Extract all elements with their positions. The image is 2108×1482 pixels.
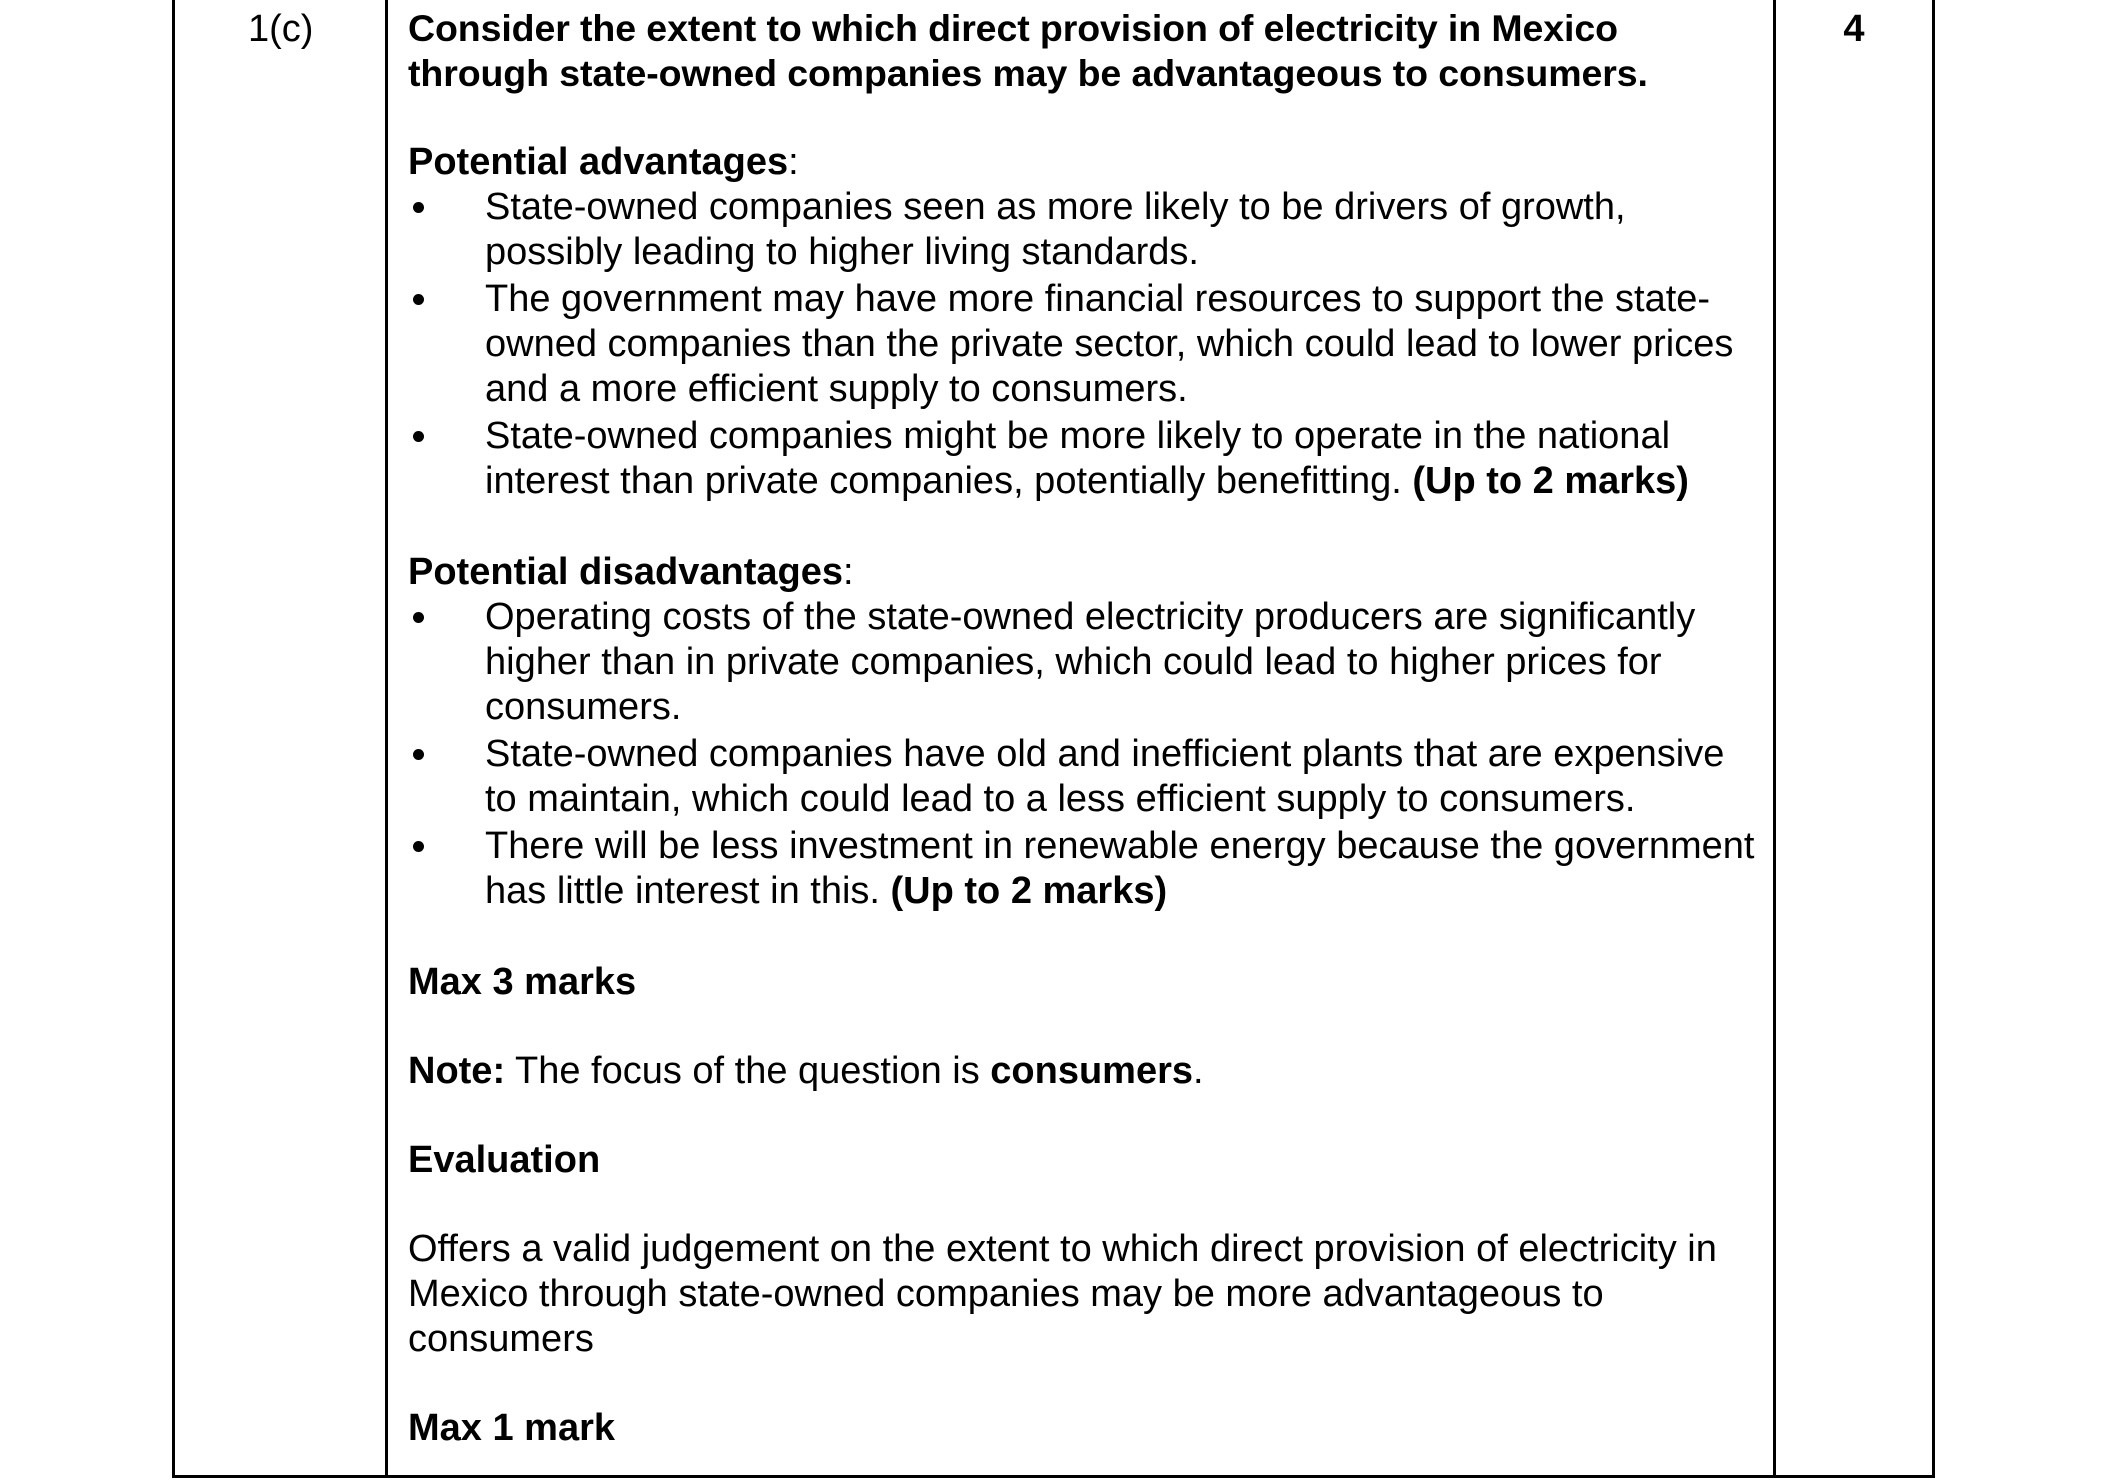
advantage-text: State-owned companies might be more likely to operate in the national interest than private companies, potentially benefitting.: [485, 415, 1671, 502]
advantages-list: [408, 185, 1758, 504]
note-end: .: [1193, 1050, 1204, 1092]
disadvantages-heading-line: [408, 550, 1758, 595]
table-left-border: [172, 0, 175, 1478]
note-emphasis: consumers: [990, 1050, 1194, 1092]
note-text: The focus of the question is: [505, 1050, 991, 1092]
evaluation-heading: Evaluation: [408, 1139, 601, 1181]
disadvantages-heading: Potential disadvantages: [408, 551, 844, 593]
max-marks-1: Max 1 mark: [408, 1407, 616, 1449]
disadvantages-marks-note: (Up to 2 marks): [890, 870, 1168, 912]
table-bottom-border: [172, 1475, 1935, 1478]
list-item: [408, 185, 1758, 275]
advantages-marks-note: (Up to 2 marks): [1412, 460, 1689, 502]
advantages-heading-line: [408, 140, 1758, 185]
question-number: 1(c): [248, 8, 314, 50]
answer-cell: [408, 6, 1758, 1451]
bullet-icon: [413, 841, 424, 852]
list-item: [408, 732, 1758, 822]
bullet-icon: [413, 294, 424, 305]
disadvantages-heading-colon: :: [843, 551, 854, 593]
note-line: [408, 1049, 1758, 1094]
bullet-icon: [413, 612, 424, 623]
list-item: [408, 277, 1758, 412]
max-marks-3: Max 3 marks: [408, 961, 637, 1003]
advantage-text: State-owned companies seen as more likely to be drivers of growth, possibly leading to higher living standards.: [485, 186, 1626, 273]
advantages-heading-colon: :: [788, 141, 799, 183]
disadvantage-text: State-owned companies have old and inefficient plants that are expensive to maintain, which could lead to a less efficient supply to consumers.: [485, 733, 1725, 820]
disadvantages-list: [408, 595, 1758, 914]
table-right-border: [1932, 0, 1935, 1478]
advantages-heading: Potential advantages: [408, 141, 789, 183]
list-item: [408, 824, 1758, 914]
column-divider-marks: [1773, 0, 1776, 1478]
bullet-icon: [413, 749, 424, 760]
note-label: Note:: [408, 1050, 506, 1092]
evaluation-text: Offers a valid judgement on the extent to which direct provision of electricity in Mexico through state-owned companies may be more advantageous to consumers: [408, 1228, 1717, 1360]
list-item: [408, 595, 1758, 730]
total-marks: 4: [1843, 8, 1865, 50]
bullet-icon: [413, 202, 424, 213]
disadvantage-text: Operating costs of the state-owned electricity producers are significantly higher than in private companies, which could lead to higher prices for consumers.: [485, 596, 1696, 728]
advantage-text: The government may have more financial resources to support the state-owned companies than the private sector, which could lead to lower prices and a more efficient supply to consumers.: [485, 278, 1734, 410]
bullet-icon: [413, 431, 424, 442]
disadvantage-text: There will be less investment in renewable energy because the government has little interest in this.: [485, 825, 1755, 912]
question-text: Consider the extent to which direct provision of electricity in Mexico through state-owned companies may be advantageous to consumers.: [408, 7, 1648, 94]
column-divider-question: [385, 0, 388, 1478]
list-item: [408, 414, 1758, 504]
